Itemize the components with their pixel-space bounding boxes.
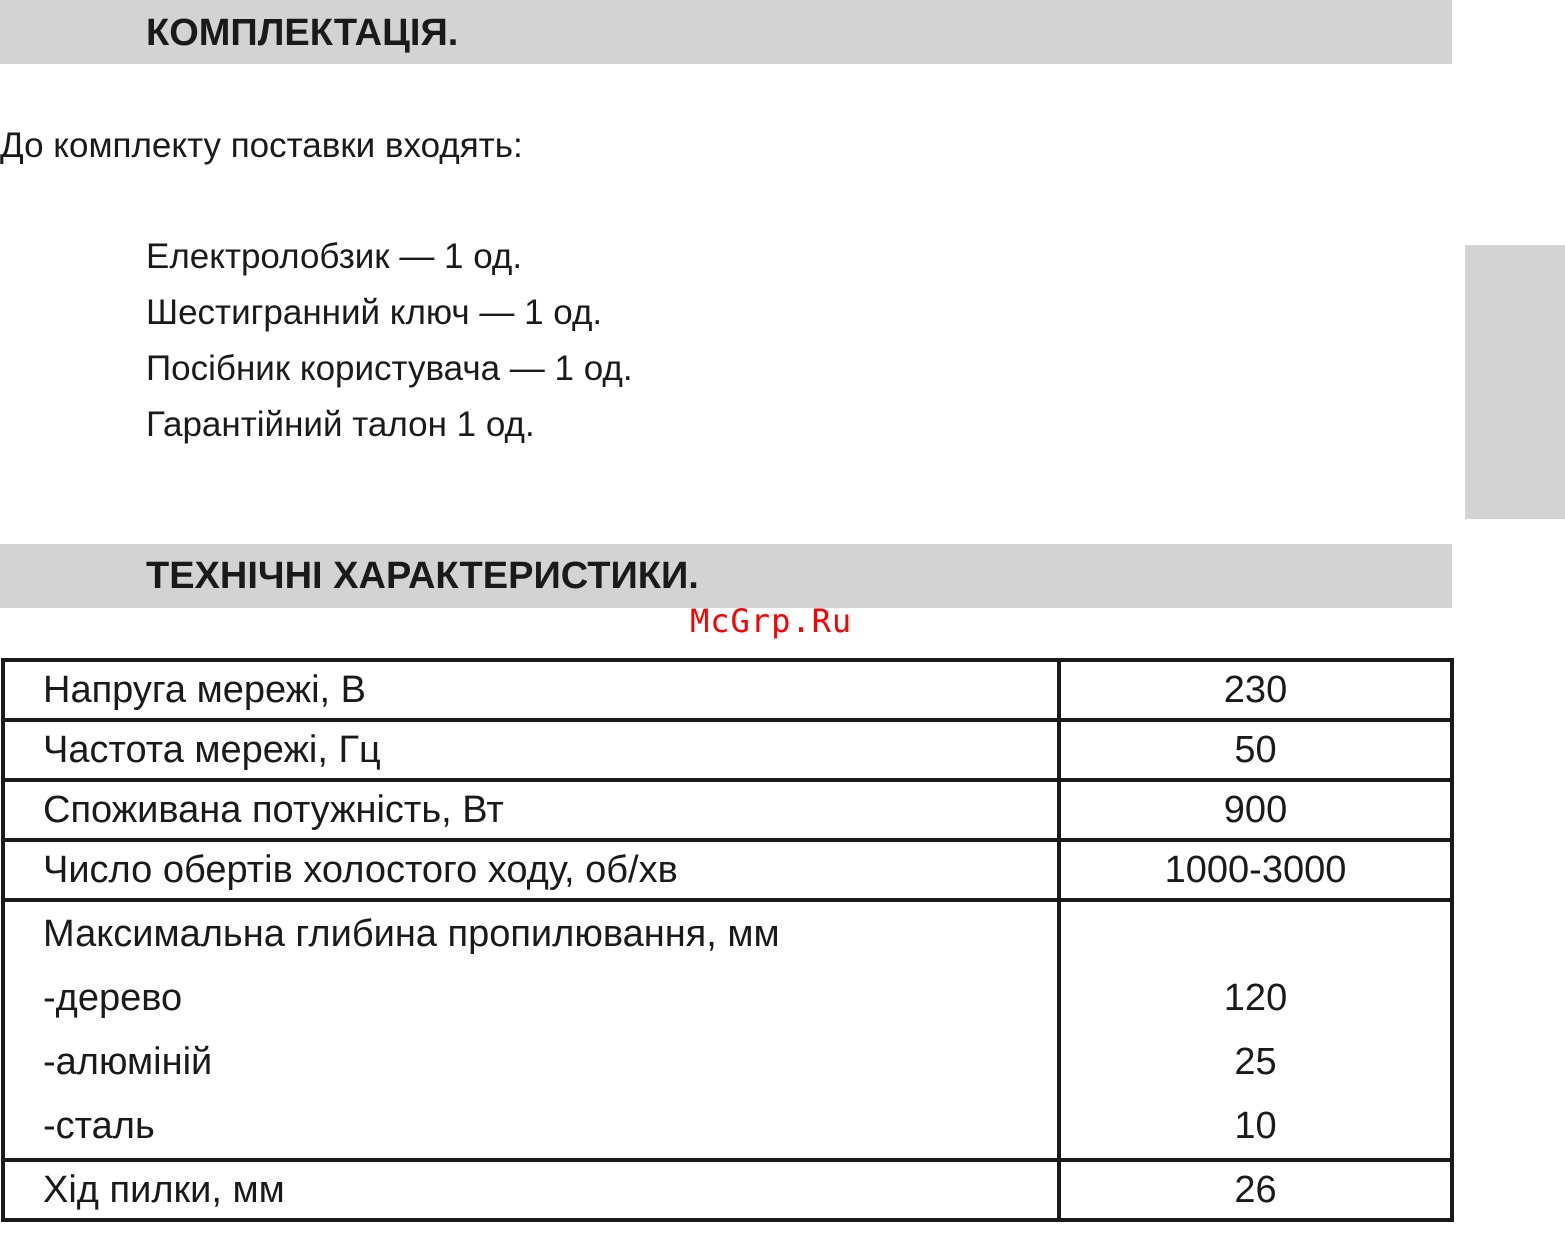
material-name: -алюміній — [43, 1041, 213, 1083]
spec-value: 26 — [1059, 1160, 1452, 1220]
table-row — [3, 840, 1452, 900]
kit-item: Гарантійний талон 1 од. — [146, 405, 535, 444]
spec-value: 50 — [1059, 720, 1452, 780]
material-value: 10 — [1234, 1105, 1277, 1147]
spec-table — [1, 658, 1454, 1222]
cutting-depth-label: Максимальна глибина пропилювання, мм — [43, 913, 780, 955]
section-header-kit — [0, 0, 1452, 64]
spec-value-cutting-depth — [1059, 900, 1452, 1160]
spec-name: Хід пилки, мм — [3, 1160, 1059, 1220]
spec-name: Напруга мережі, В — [3, 660, 1059, 720]
table-row — [3, 720, 1452, 780]
spec-name: Споживана потужність, Вт — [3, 780, 1059, 840]
spec-value: 900 — [1059, 780, 1452, 840]
section-title-specs: ТЕХНІЧНІ ХАРАКТЕРИСТИКИ. — [146, 555, 699, 597]
table-row — [3, 900, 1452, 1160]
material-value: 25 — [1234, 1041, 1277, 1083]
empty-line — [1061, 902, 1450, 966]
watermark-text: McGrp.Ru — [690, 602, 853, 640]
kit-item: Посібник користувача — 1 од. — [146, 349, 633, 388]
spec-name: Число обертів холостого ходу, об/хв — [3, 840, 1059, 900]
table-row — [3, 660, 1452, 720]
spec-value: 1000-3000 — [1059, 840, 1452, 900]
spec-value: 230 — [1059, 660, 1452, 720]
kit-item: Шестигранний ключ — 1 од. — [146, 293, 603, 332]
material-name: -сталь — [43, 1105, 155, 1147]
side-tab-marker — [1465, 245, 1565, 519]
section-header-specs — [0, 544, 1452, 608]
material-name: -дерево — [43, 977, 183, 1019]
table-row — [3, 1160, 1452, 1220]
kit-list — [146, 235, 633, 459]
material-value: 120 — [1223, 977, 1288, 1019]
spec-name-cutting-depth — [3, 900, 1059, 1160]
spec-name: Частота мережі, Гц — [3, 720, 1059, 780]
kit-item: Електролобзик — 1 од. — [146, 237, 523, 276]
kit-intro-text: До комплекту поставки входять: — [0, 126, 523, 165]
table-row — [3, 780, 1452, 840]
section-title-kit: КОМПЛЕКТАЦІЯ. — [146, 12, 459, 54]
